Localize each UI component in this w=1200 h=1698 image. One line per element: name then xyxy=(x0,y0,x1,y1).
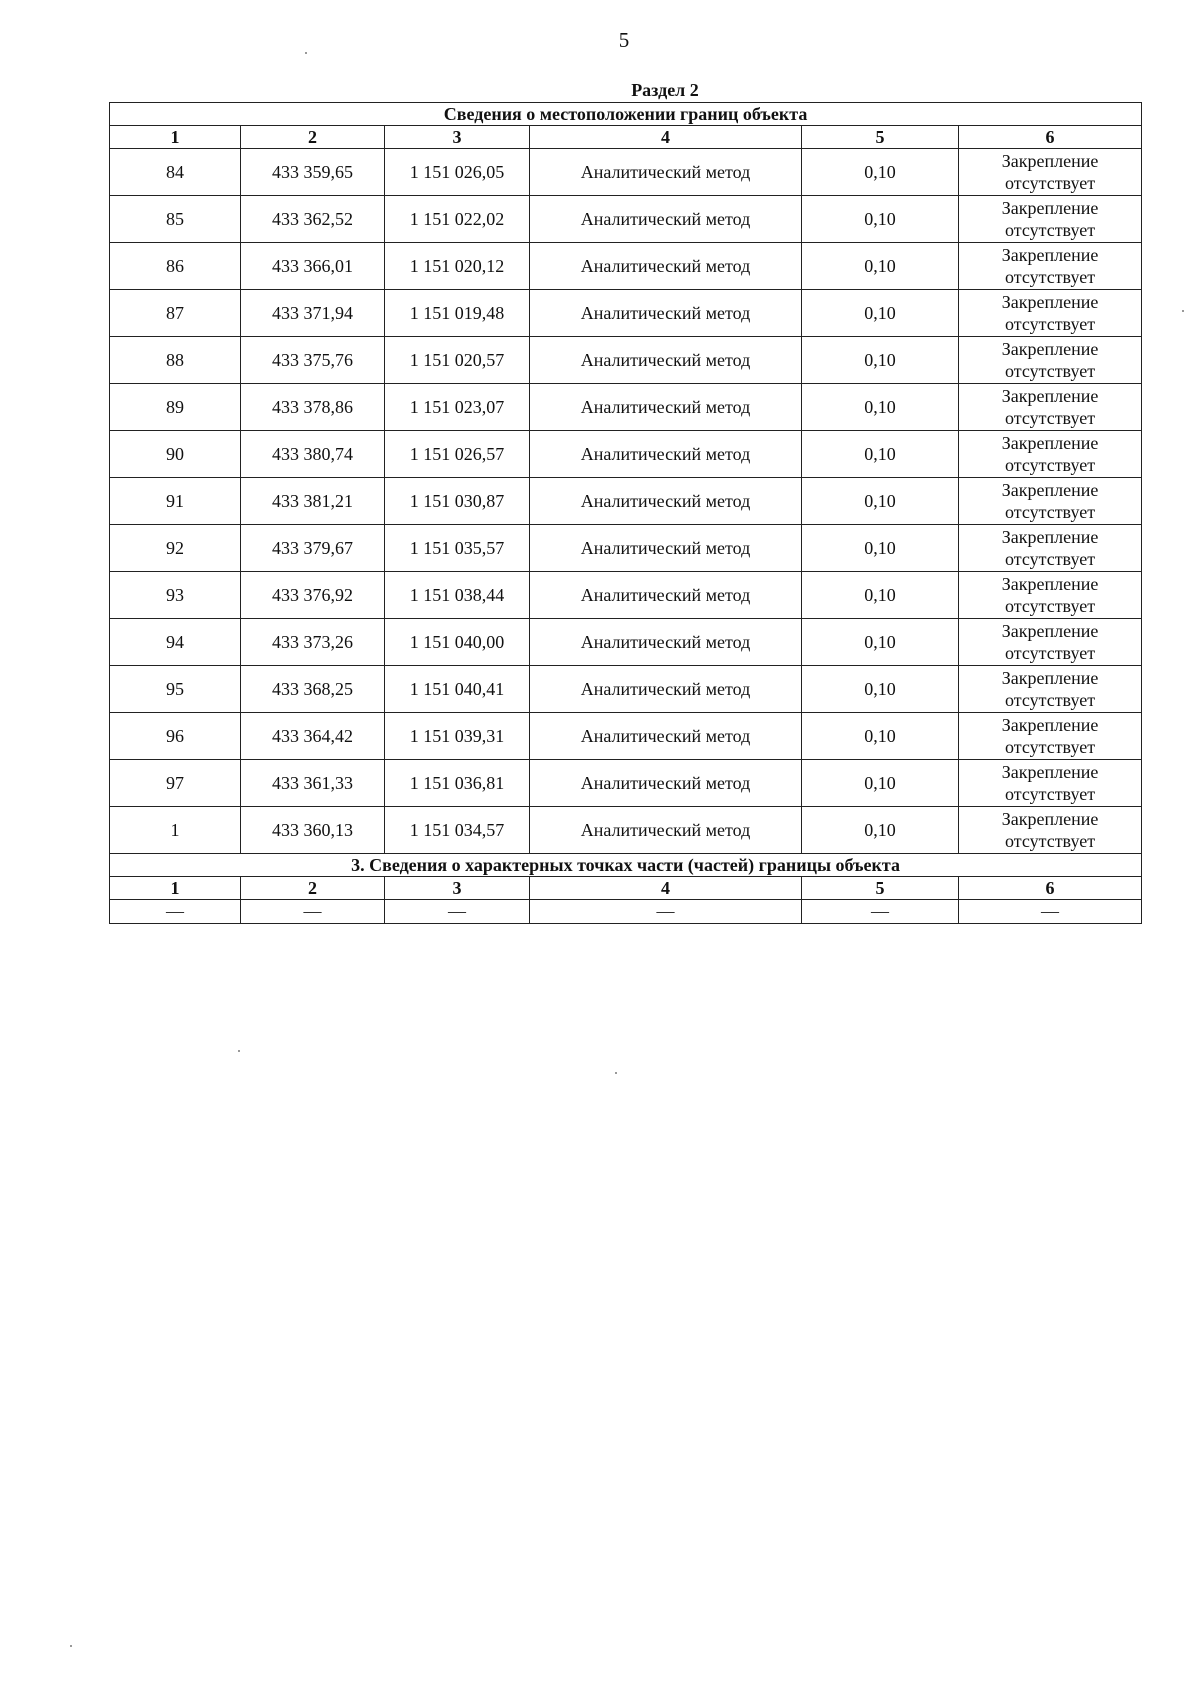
point-number-cell: 96 xyxy=(110,713,241,760)
table-row xyxy=(110,807,1142,854)
column-number: 4 xyxy=(530,126,802,149)
x-coordinate-cell: 433 360,13 xyxy=(241,807,385,854)
table-row xyxy=(110,760,1142,807)
y-coordinate-cell: 1 151 026,05 xyxy=(385,149,530,196)
fixing-cell: Закрепление отсутствует xyxy=(959,525,1142,572)
subsection-caption-row xyxy=(110,854,1142,877)
scan-speck xyxy=(238,1050,240,1052)
y-coordinate-cell: 1 151 020,57 xyxy=(385,337,530,384)
method-cell: Аналитический метод xyxy=(530,666,802,713)
table-row xyxy=(110,431,1142,478)
subsection-empty-row xyxy=(110,900,1142,924)
point-number-cell: 90 xyxy=(110,431,241,478)
method-cell: Аналитический метод xyxy=(530,196,802,243)
x-coordinate-cell: 433 381,21 xyxy=(241,478,385,525)
column-number: 5 xyxy=(802,877,959,900)
x-coordinate-cell: 433 371,94 xyxy=(241,290,385,337)
column-number: 3 xyxy=(385,877,530,900)
scan-speck xyxy=(1182,310,1184,312)
point-number-cell: 1 xyxy=(110,807,241,854)
fixing-cell: Закрепление отсутствует xyxy=(959,572,1142,619)
method-cell: Аналитический метод xyxy=(530,290,802,337)
y-coordinate-cell: 1 151 019,48 xyxy=(385,290,530,337)
table-row xyxy=(110,478,1142,525)
y-coordinate-cell: 1 151 039,31 xyxy=(385,713,530,760)
y-coordinate-cell: 1 151 036,81 xyxy=(385,760,530,807)
table-row xyxy=(110,149,1142,196)
method-cell: Аналитический метод xyxy=(530,243,802,290)
accuracy-cell: 0,10 xyxy=(802,760,959,807)
table-row xyxy=(110,572,1142,619)
method-cell: Аналитический метод xyxy=(530,619,802,666)
scan-speck xyxy=(615,1072,617,1074)
accuracy-cell: 0,10 xyxy=(802,290,959,337)
y-coordinate-cell: 1 151 038,44 xyxy=(385,572,530,619)
method-cell: Аналитический метод xyxy=(530,572,802,619)
column-number-row xyxy=(110,126,1142,149)
dash-cell: — xyxy=(959,900,1142,924)
fixing-cell: Закрепление отсутствует xyxy=(959,478,1142,525)
boundary-coordinates-table xyxy=(109,102,1142,924)
y-coordinate-cell: 1 151 035,57 xyxy=(385,525,530,572)
accuracy-cell: 0,10 xyxy=(802,572,959,619)
method-cell: Аналитический метод xyxy=(530,149,802,196)
accuracy-cell: 0,10 xyxy=(802,337,959,384)
fixing-cell: Закрепление отсутствует xyxy=(959,290,1142,337)
x-coordinate-cell: 433 361,33 xyxy=(241,760,385,807)
point-number-cell: 89 xyxy=(110,384,241,431)
y-coordinate-cell: 1 151 026,57 xyxy=(385,431,530,478)
fixing-cell: Закрепление отсутствует xyxy=(959,384,1142,431)
y-coordinate-cell: 1 151 022,02 xyxy=(385,196,530,243)
dash-cell: — xyxy=(802,900,959,924)
dash-cell: — xyxy=(530,900,802,924)
x-coordinate-cell: 433 368,25 xyxy=(241,666,385,713)
table-row xyxy=(110,337,1142,384)
dash-cell: — xyxy=(110,900,241,924)
method-cell: Аналитический метод xyxy=(530,478,802,525)
table-row xyxy=(110,196,1142,243)
column-number: 6 xyxy=(959,126,1142,149)
point-number-cell: 92 xyxy=(110,525,241,572)
table-row xyxy=(110,713,1142,760)
x-coordinate-cell: 433 359,65 xyxy=(241,149,385,196)
point-number-cell: 95 xyxy=(110,666,241,713)
column-number: 3 xyxy=(385,126,530,149)
fixing-cell: Закрепление отсутствует xyxy=(959,431,1142,478)
accuracy-cell: 0,10 xyxy=(802,149,959,196)
fixing-cell: Закрепление отсутствует xyxy=(959,243,1142,290)
fixing-cell: Закрепление отсутствует xyxy=(959,619,1142,666)
accuracy-cell: 0,10 xyxy=(802,713,959,760)
point-number-cell: 94 xyxy=(110,619,241,666)
y-coordinate-cell: 1 151 040,41 xyxy=(385,666,530,713)
method-cell: Аналитический метод xyxy=(530,760,802,807)
subsection-column-number-row xyxy=(110,877,1142,900)
point-number-cell: 86 xyxy=(110,243,241,290)
table-row xyxy=(110,666,1142,713)
method-cell: Аналитический метод xyxy=(530,431,802,478)
table-row xyxy=(110,619,1142,666)
page-number: 5 xyxy=(618,28,630,52)
x-coordinate-cell: 433 375,76 xyxy=(241,337,385,384)
scan-speck xyxy=(70,1645,72,1647)
dash-cell: — xyxy=(241,900,385,924)
x-coordinate-cell: 433 364,42 xyxy=(241,713,385,760)
x-coordinate-cell: 433 379,67 xyxy=(241,525,385,572)
column-number: 2 xyxy=(241,877,385,900)
y-coordinate-cell: 1 151 030,87 xyxy=(385,478,530,525)
method-cell: Аналитический метод xyxy=(530,807,802,854)
table-body xyxy=(110,103,1142,924)
accuracy-cell: 0,10 xyxy=(802,196,959,243)
table-row xyxy=(110,525,1142,572)
table-row xyxy=(110,290,1142,337)
point-number-cell: 93 xyxy=(110,572,241,619)
point-number-cell: 87 xyxy=(110,290,241,337)
method-cell: Аналитический метод xyxy=(530,337,802,384)
fixing-cell: Закрепление отсутствует xyxy=(959,760,1142,807)
fixing-cell: Закрепление отсутствует xyxy=(959,713,1142,760)
x-coordinate-cell: 433 366,01 xyxy=(241,243,385,290)
point-number-cell: 97 xyxy=(110,760,241,807)
point-number-cell: 85 xyxy=(110,196,241,243)
table-caption: Сведения о местоположении границ объекта xyxy=(110,103,1142,126)
fixing-cell: Закрепление отсутствует xyxy=(959,196,1142,243)
fixing-cell: Закрепление отсутствует xyxy=(959,337,1142,384)
y-coordinate-cell: 1 151 040,00 xyxy=(385,619,530,666)
point-number-cell: 91 xyxy=(110,478,241,525)
accuracy-cell: 0,10 xyxy=(802,384,959,431)
column-number: 5 xyxy=(802,126,959,149)
x-coordinate-cell: 433 376,92 xyxy=(241,572,385,619)
y-coordinate-cell: 1 151 034,57 xyxy=(385,807,530,854)
scan-speck xyxy=(305,52,307,54)
column-number: 6 xyxy=(959,877,1142,900)
subsection-caption: 3. Сведения о характерных точках части (частей) границы объекта xyxy=(110,854,1142,877)
x-coordinate-cell: 433 362,52 xyxy=(241,196,385,243)
accuracy-cell: 0,10 xyxy=(802,243,959,290)
accuracy-cell: 0,10 xyxy=(802,431,959,478)
fixing-cell: Закрепление отсутствует xyxy=(959,807,1142,854)
x-coordinate-cell: 433 380,74 xyxy=(241,431,385,478)
column-number: 1 xyxy=(110,126,241,149)
point-number-cell: 84 xyxy=(110,149,241,196)
dash-cell: — xyxy=(385,900,530,924)
point-number-cell: 88 xyxy=(110,337,241,384)
column-number: 4 xyxy=(530,877,802,900)
table-caption-row xyxy=(110,103,1142,126)
accuracy-cell: 0,10 xyxy=(802,807,959,854)
method-cell: Аналитический метод xyxy=(530,384,802,431)
accuracy-cell: 0,10 xyxy=(802,478,959,525)
table-row xyxy=(110,243,1142,290)
column-number: 2 xyxy=(241,126,385,149)
section-title: Раздел 2 xyxy=(631,80,699,100)
method-cell: Аналитический метод xyxy=(530,525,802,572)
x-coordinate-cell: 433 378,86 xyxy=(241,384,385,431)
table-row xyxy=(110,384,1142,431)
fixing-cell: Закрепление отсутствует xyxy=(959,149,1142,196)
x-coordinate-cell: 433 373,26 xyxy=(241,619,385,666)
accuracy-cell: 0,10 xyxy=(802,666,959,713)
method-cell: Аналитический метод xyxy=(530,713,802,760)
accuracy-cell: 0,10 xyxy=(802,525,959,572)
y-coordinate-cell: 1 151 023,07 xyxy=(385,384,530,431)
fixing-cell: Закрепление отсутствует xyxy=(959,666,1142,713)
accuracy-cell: 0,10 xyxy=(802,619,959,666)
y-coordinate-cell: 1 151 020,12 xyxy=(385,243,530,290)
column-number: 1 xyxy=(110,877,241,900)
